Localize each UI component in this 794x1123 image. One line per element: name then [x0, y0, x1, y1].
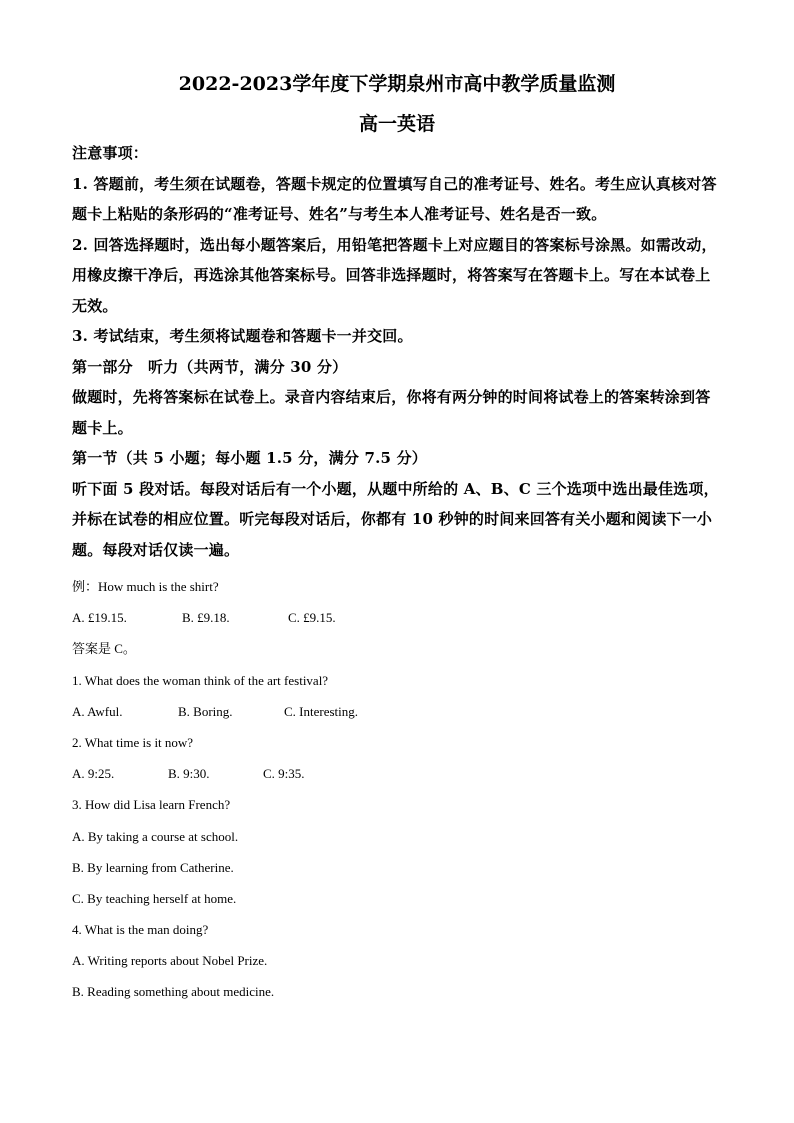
- section1-instruction: 听下面 5 段对话。每段对话后有一个小题，从题中所给的 A、B、C 三个选项中选出最佳选项，并标在试卷的相应位置。听完每段对话后，你都有 10 秒钟的时间来回答有关小题和阅读下一小题。每段对话仅读一遍。: [72, 479, 719, 559]
- example-answer: 答案是 C。: [72, 641, 136, 657]
- question-4-option-a: A. Writing reports about Nobel Prize.: [72, 953, 268, 969]
- exam-title: 2022-2023学年度下学期泉州市高中教学质量监测: [178, 73, 616, 95]
- option-c: C. 9:35.: [263, 766, 305, 782]
- option-b: B. 9:30.: [168, 766, 210, 782]
- question-4-option-b: B. Reading something about medicine.: [72, 984, 275, 1000]
- option-a: A. £19.15.: [72, 610, 127, 626]
- option-c: C. Interesting.: [284, 703, 359, 719]
- notes-heading: 注意事项：: [72, 144, 149, 162]
- question-2-options: [72, 758, 722, 789]
- question-4-stem: 4. What is the man doing?: [72, 922, 209, 938]
- section1-heading: 第一节（共 5 小题；每小题 1.5 分，满分 7.5 分）: [72, 449, 427, 467]
- note-item-3: 3. 考试结束，考生须将试题卷和答题卡一并交回。: [72, 327, 413, 345]
- question-3-option-b: B. By learning from Catherine.: [72, 859, 234, 875]
- option-a: A. 9:25.: [72, 766, 115, 782]
- question-2-stem: 2. What time is it now?: [72, 734, 194, 750]
- option-b: B. Boring.: [178, 703, 233, 719]
- part1-heading: 第一部分 听力（共两节，满分 30 分）: [72, 357, 348, 376]
- example-options: [72, 602, 722, 633]
- question-3-option-c: C. By teaching herself at home.: [72, 890, 237, 906]
- exam-subject: 高一英语: [358, 113, 435, 135]
- question-1-options: [72, 696, 722, 727]
- question-1-stem: 1. What does the woman think of the art festival?: [72, 672, 329, 688]
- notes-section: [72, 138, 722, 565]
- question-3-stem: 3. How did Lisa learn French?: [72, 797, 231, 813]
- note-item-1: 1. 答题前，考生须在试题卷，答题卡规定的位置填写自己的准考证号、姓名。考生应认真核对答题卡上粘贴的条形码的“准考证号、姓名”与考生本人准考证号、姓名是否一致。: [72, 174, 717, 223]
- option-c: C. £9.15.: [288, 610, 336, 626]
- example-question: 例：How much is the shirt?: [72, 579, 219, 594]
- part1-instruction: 做题时，先将答案标在试卷上。录音内容结束后，你将有两分钟的时间将试卷上的答案转涂到答题卡上。: [72, 388, 711, 437]
- option-a: A. Awful.: [72, 703, 123, 719]
- page-content: [72, 70, 722, 1008]
- option-b: B. £9.18.: [182, 610, 230, 626]
- note-item-2: 2. 回答选择题时，选出每小题答案后，用铅笔把答题卡上对应题目的答案标号涂黑。如需改动，用橡皮擦干净后，再选涂其他答案标号。回答非选择题时，将答案写在答题卡上。写在本试卷上无效。: [72, 235, 717, 315]
- question-3-option-a: A. By taking a course at school.: [72, 828, 239, 844]
